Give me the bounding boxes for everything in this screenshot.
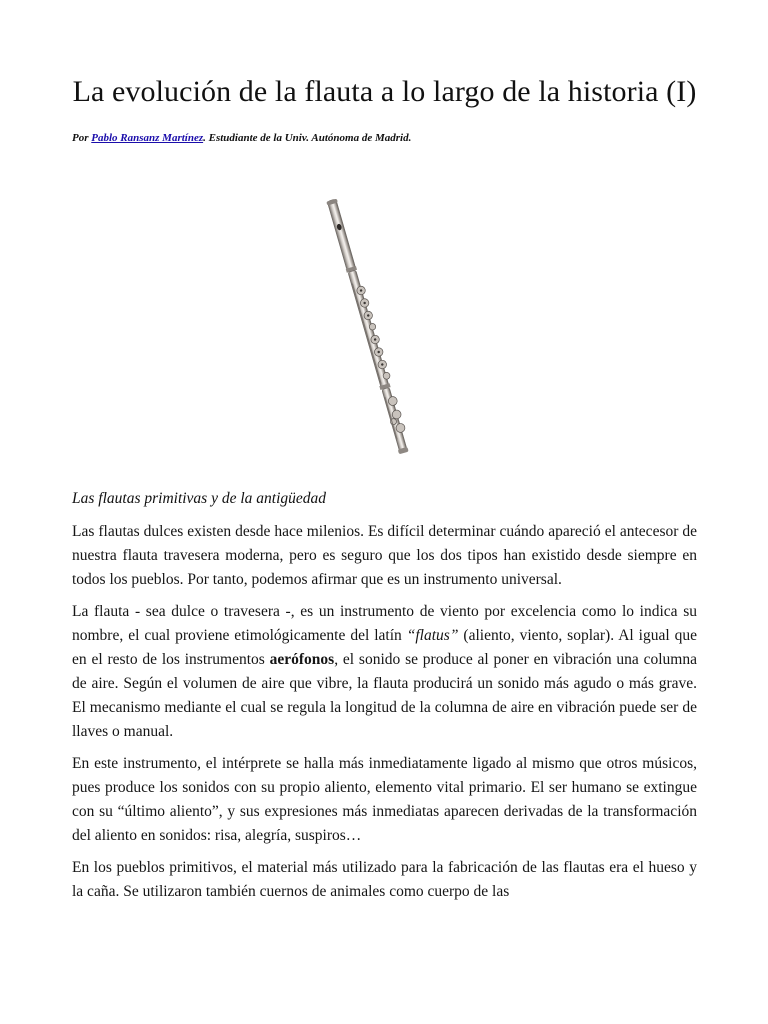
- paragraph-3: En este instrumento, el intérprete se halla más inmediatamente ligado al mismo que otros músicos, pues produce los sonidos con su propio aliento, elemento vital primario. El ser humano se extingue con su “último aliento”, y sus expresiones más inmediatas aparecen derivadas de la transformación del aliento en sonidos: risa, alegría, suspiros…: [72, 755, 697, 844]
- flute-icon: [317, 196, 447, 471]
- document-page: [72, 72, 698, 900]
- section-heading: Las flautas primitivas y de la antigüedad: [72, 490, 327, 507]
- latin-term-flatus: “flatus”: [406, 627, 459, 644]
- paragraph-2-part-c: , el sonido se produce al poner en vibración una columna de aire. Según el volumen de aire que vibre, la flauta producirá un sonido más agudo o más grave. El mecanismo mediante el cual se regula la longitud de la columna de aire en vibración puede ser de llaves o manual.: [72, 651, 697, 740]
- paragraph-2-part-a: La flauta - sea dulce o travesera -, es un instrumento de viento por excelencia como lo indica su nombre, el cual proviene etimológicamente del latín: [72, 603, 697, 644]
- byline-suffix: . Estudiante de la Univ. Autónoma de Madrid.: [203, 132, 412, 144]
- term-aerofonos: aerófonos: [269, 651, 335, 668]
- page-title: La evolución de la flauta a lo largo de la historia (I): [72, 75, 697, 108]
- byline-prefix: Por: [72, 132, 92, 144]
- paragraph-1: Las flautas dulces existen desde hace milenios. Es difícil determinar cuándo apareció el antecesor de nuestra flauta travesera moderna, pero es seguro que los dos tipos han existido desde siempre en todos los pueblos. Por tanto, podemos afirmar que es un instrumento universal.: [72, 523, 697, 588]
- author-link[interactable]: Pablo Ransanz Martínez: [91, 132, 204, 144]
- paragraph-2: [72, 600, 697, 744]
- paragraph-2-part-b: (aliento, viento, soplar). Al igual que en el resto de los instrumentos: [72, 627, 698, 668]
- transverse-flute-image: [317, 196, 447, 471]
- byline: [72, 131, 697, 145]
- article-body: [72, 520, 697, 912]
- paragraph-4: En los pueblos primitivos, el material más utilizado para la fabricación de las flautas era el hueso y la caña. Se utilizaron también cuernos de animales como cuerpo de las: [72, 859, 697, 900]
